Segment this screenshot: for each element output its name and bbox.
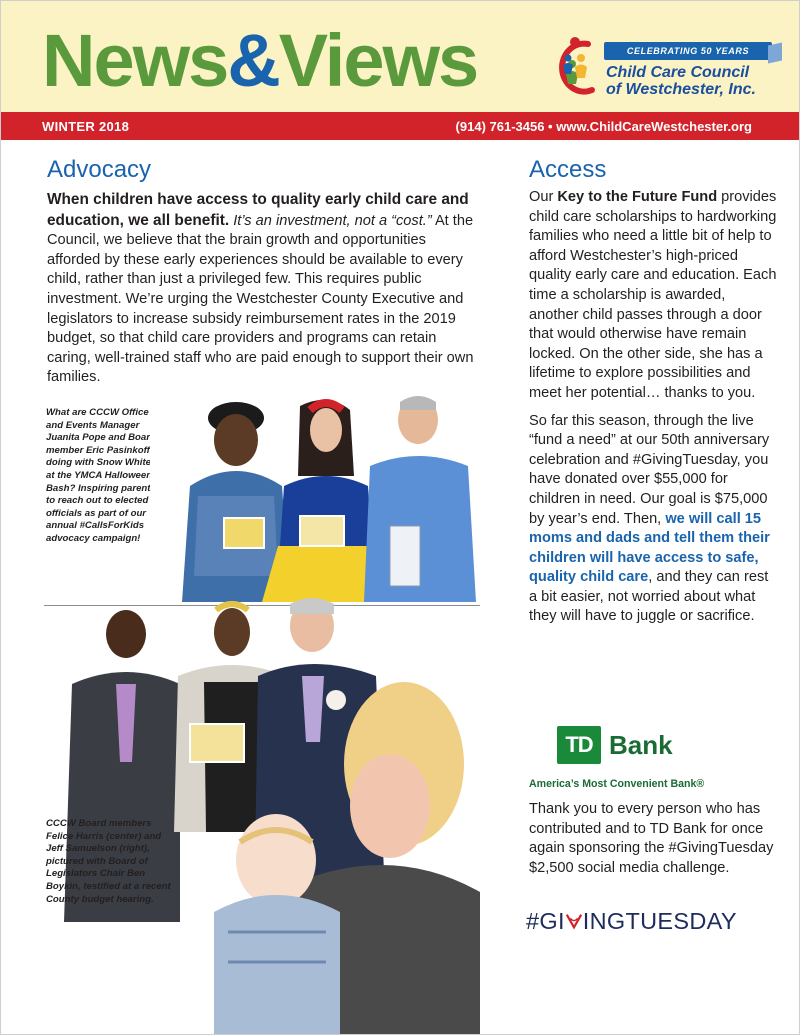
advocacy-section <box>47 158 479 388</box>
access-p2-pre: So far this season, through the live “fund a need” at our 50th anniversary celebration and #GivingTuesday, you have donated over $55,000 for children in need. Our goal is $75,000 by year’s end. Then, <box>529 412 770 527</box>
giving-tuesday-logo <box>526 906 776 936</box>
advocacy-paragraph <box>47 190 479 388</box>
title-views: Views <box>278 19 478 102</box>
access-p2-post: , and they can rest a bit easier, not worried about what they will have to juggle or sacrifice. <box>529 569 769 625</box>
issue-season: WINTER 2018 <box>42 119 130 134</box>
advocacy-heading: Advocacy <box>47 156 152 183</box>
contact-info: (914) 761-3456 • www.ChildCareWestchester.org <box>455 119 752 134</box>
advocacy-lead-italic: It’s an investment, not a “cost.” <box>233 212 432 229</box>
photo1-caption: What are CCCW Office and Events Manager Juanita Pope and Board member Eric Pasinkoff doing with Snow White at the YMCA Halloween Bash? Inspiring parents to reach out to elected officials as part of our annual #CallsForKids advocacy campaign! <box>46 407 156 544</box>
halloween-bash-photo <box>150 386 478 602</box>
masthead <box>0 0 800 112</box>
newsletter-title <box>42 19 478 102</box>
key-to-future-fund: Key to the Future Fund <box>557 189 718 205</box>
access-p1-pre: Our <box>529 189 554 205</box>
org-name-line2: of Westchester, Inc. <box>606 81 756 98</box>
access-heading: Access <box>529 156 607 183</box>
anniversary-ribbon: CELEBRATING 50 YEARS <box>604 42 772 60</box>
budget-hearing-photo <box>44 592 480 1035</box>
access-p2-highlight: we will call 15 moms and dads and tell them their children will have access to safe, quality child care <box>529 510 770 586</box>
ribbon-tail <box>768 43 782 64</box>
giving-tuesday-part1: #GI <box>526 908 565 934</box>
td-bank-logo <box>529 726 779 798</box>
heart-icon <box>565 911 583 931</box>
organization-name <box>606 64 786 98</box>
title-news: News <box>42 19 228 102</box>
access-p1-post: provides child care scholarships to hardworking families who need a little bit of help to afford Westchester’s high-priced quality early care and education. Each time a scholarship is awarded, another child passes through a door that would otherwise have remain locked. On the other side, she has a lifetime to explore possibilities and meet her potential… thanks to you. <box>529 189 777 401</box>
title-ampersand: & <box>227 19 279 102</box>
access-paragraph-1 <box>529 188 777 404</box>
photo2-caption: CCCW Board members Felice Harris (center) and Jeff Samuelson (right), pictured with Board of Legislators Chair Ben Boykin, testified at a recent County budget hearing. <box>46 818 171 905</box>
td-mark: TD <box>557 726 601 764</box>
advocacy-lead-bold: When children have access to quality early child care and education, we all benefit. <box>47 191 469 229</box>
org-name-line1: Child Care Council <box>606 64 750 81</box>
giving-tuesday-part2: INGTUESDAY <box>582 908 737 934</box>
advocacy-body: At the Council, we believe that the brain growth and opportunities afforded by these early experiences should be available to every child, rather than just a privileged few. This requires public investment. We’re urging the Westchester County Executive and legislators to increase subsidy reimbursement rates in the 2019 budget, so that child care providers and programs can retain caring, well-trained staff who are paid enough to support their own families. <box>47 212 474 386</box>
child-figures-logo-icon <box>548 34 600 106</box>
access-section <box>529 158 777 627</box>
td-bank-name: Bank <box>609 730 673 760</box>
access-paragraph-2 <box>529 412 777 628</box>
issue-band <box>0 112 800 140</box>
thanks-paragraph: Thank you to every person who has contributed and to TD Bank for once again sponsoring the #GivingTuesday $2,500 social media challenge. <box>529 801 774 876</box>
council-logo <box>548 28 788 108</box>
td-bank-tagline: America’s Most Convenient Bank® <box>529 778 705 790</box>
